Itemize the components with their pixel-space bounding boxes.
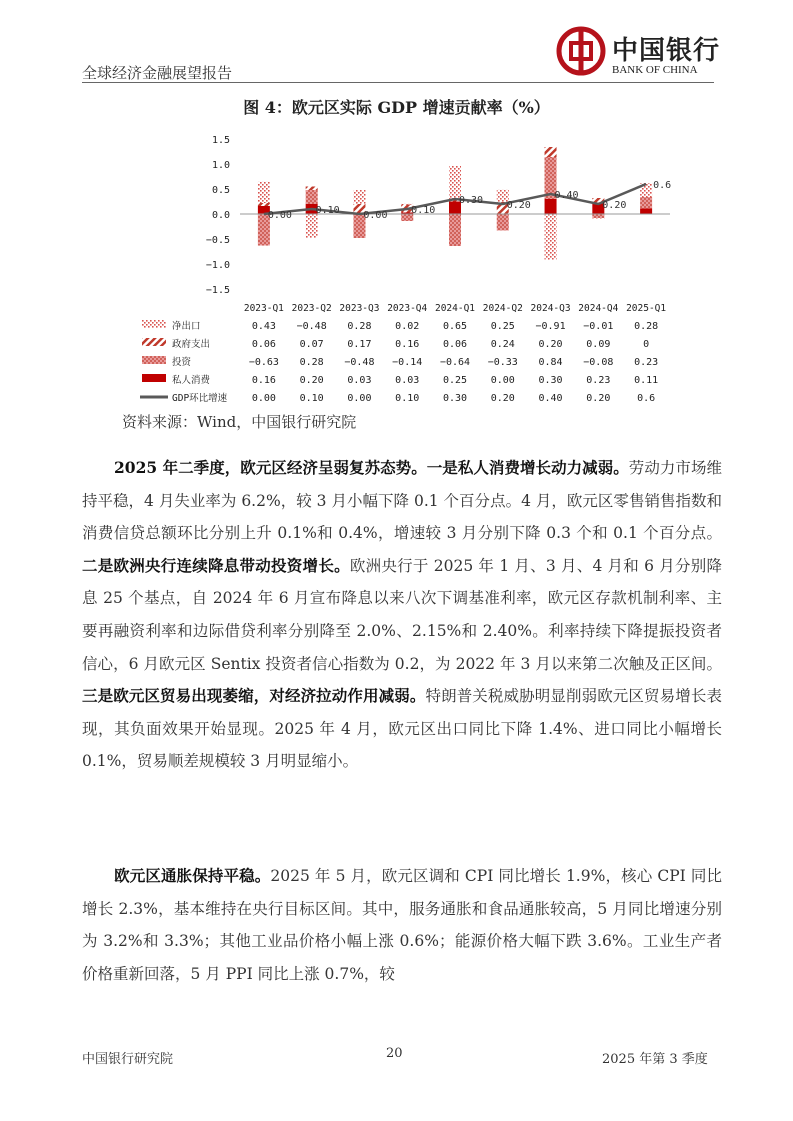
report-title: 全球经济金融展望报告 xyxy=(82,64,233,82)
gdp-data-label: 0.10 xyxy=(411,205,436,216)
x-category-label: 2024-Q1 xyxy=(434,303,476,314)
table-cell: 0.25 xyxy=(490,321,515,332)
table-cell: 0.6 xyxy=(637,393,656,403)
x-category-label: 2023-Q3 xyxy=(339,303,380,314)
bar-segment xyxy=(449,214,461,246)
growth-trade-text: 特朗普关税威胁明显削弱欧元区贸易增长表现，其负面效果开始显现。2025 年 4 月，欧元区出口同比下降 1.4%、进口同比小幅增长 0.1%，贸易顺差规模较 3 月明显缩小。 xyxy=(82,687,722,771)
bar-segment xyxy=(545,199,557,214)
table-cell: 0.17 xyxy=(347,339,372,350)
bar-segment xyxy=(258,182,270,204)
table-cell: 0.43 xyxy=(251,321,276,332)
inflation-lead-sentence: 欧元区通胀保持平稳。 xyxy=(114,866,271,885)
y-tick-label: 0.0 xyxy=(211,210,230,221)
table-cell: −0.63 xyxy=(248,357,279,368)
y-tick-label: 0.5 xyxy=(211,185,230,196)
y-tick-label: 1.5 xyxy=(211,135,230,146)
table-cell: 0.28 xyxy=(299,357,324,368)
legend-swatch xyxy=(142,356,166,364)
gdp-data-label: 0.00 xyxy=(267,210,292,221)
x-category-label: 2023-Q2 xyxy=(291,303,332,314)
legend-label: 私人消费 xyxy=(172,375,211,386)
legend-swatch xyxy=(142,374,166,382)
growth-trade-heading: 三是欧元区贸易出现萎缩，对经济拉动作用减弱。 xyxy=(82,686,426,706)
table-cell: −0.64 xyxy=(439,357,471,368)
x-category-label: 2025-Q1 xyxy=(626,303,667,314)
gdp-data-label: 0.30 xyxy=(458,195,484,206)
table-cell: 0.02 xyxy=(395,321,420,332)
growth-investment-heading: 二是欧洲央行连续降息带动投资增长。 xyxy=(82,555,350,575)
figure-title: 图 4：欧元区实际 GDP 增速贡献率（%） xyxy=(243,98,550,117)
bar-segment xyxy=(306,187,318,191)
x-category-label: 2024-Q2 xyxy=(482,303,523,314)
x-category-label: 2023-Q1 xyxy=(243,303,284,314)
bar-segment xyxy=(449,166,461,199)
table-cell: 0.00 xyxy=(490,375,515,386)
table-cell: −0.08 xyxy=(583,357,614,368)
table-cell: 0.03 xyxy=(347,375,372,386)
x-category-label: 2024-Q3 xyxy=(530,303,571,314)
table-cell: 0.11 xyxy=(634,375,659,386)
bank-emblem-icon xyxy=(556,26,606,76)
bar-segment xyxy=(592,214,604,218)
y-tick-label: −1.0 xyxy=(205,260,230,271)
table-cell: 0 xyxy=(643,339,650,350)
table-cell: −0.14 xyxy=(392,357,423,368)
growth-lead-sentence: 2025 年二季度，欧元区经济呈弱复苏态势。一是私人消费增长动力减弱。 xyxy=(114,458,629,477)
bar-segment xyxy=(306,190,318,204)
logo-english-name: BANK OF CHINA xyxy=(612,64,698,76)
page-number: 20 xyxy=(386,1046,403,1061)
table-cell: 0.07 xyxy=(299,339,324,350)
table-cell: −0.91 xyxy=(535,321,566,332)
table-cell: 0.10 xyxy=(299,393,324,403)
table-cell: 0.28 xyxy=(634,321,659,332)
footer-org: 中国银行研究院 xyxy=(82,1052,174,1067)
gdp-data-label: 0.20 xyxy=(506,200,531,211)
bar-segment xyxy=(545,214,557,260)
table-cell: 0.00 xyxy=(251,393,276,403)
table-cell: 0.23 xyxy=(586,375,611,386)
table-cell: 0.16 xyxy=(395,339,420,350)
table-cell: 0.06 xyxy=(251,339,276,350)
y-tick-label: −0.5 xyxy=(205,235,230,246)
table-cell: 0.10 xyxy=(395,393,420,403)
gdp-data-label: 0.20 xyxy=(602,200,627,211)
table-cell: 0.09 xyxy=(586,339,611,350)
legend-swatch xyxy=(142,338,166,346)
table-cell: 0.84 xyxy=(538,357,563,368)
bar-segment xyxy=(258,203,270,206)
gdp-contribution-chart xyxy=(130,128,690,403)
table-cell: 0.40 xyxy=(538,393,563,403)
bar-segment xyxy=(640,209,652,215)
legend-swatch xyxy=(142,320,166,328)
table-cell: 0.25 xyxy=(442,375,468,386)
table-cell: 0.28 xyxy=(347,321,372,332)
table-cell: 0.30 xyxy=(442,393,468,403)
table-cell: 0.20 xyxy=(490,393,515,403)
bar-segment xyxy=(353,190,365,204)
logo-chinese-name: 中国银行 xyxy=(612,36,721,66)
bar-segment xyxy=(306,214,318,238)
table-cell: 0.03 xyxy=(395,375,420,386)
table-cell: −0.48 xyxy=(296,321,327,332)
table-cell: −0.48 xyxy=(344,357,375,368)
legend-label: 政府支出 xyxy=(172,339,211,350)
paragraph-inflation xyxy=(82,860,722,990)
y-tick-label: 1.0 xyxy=(211,160,230,171)
x-category-label: 2023-Q4 xyxy=(387,303,428,314)
gdp-data-label: 0.10 xyxy=(315,205,340,216)
table-cell: 0.20 xyxy=(538,339,563,350)
x-category-label: 2024-Q4 xyxy=(578,303,619,314)
inflation-text: 2025 年 5 月，欧元区调和 CPI 同比增长 1.9%，核心 CPI 同比增长 2.3%，基本维持在央行目标区间。其中，服务通胀和食品通胀较高，5 月同比增速分别为 3.2%和 3.3%；其他工业品价格小幅上涨 0.6%；能源价格大幅下跌 3.6%。工业生产者价格重新回落，5 月 PPI 同比上涨 0.7%，较 xyxy=(82,867,722,983)
legend-label: GDP环比增速 xyxy=(172,393,228,403)
paragraph-growth xyxy=(82,452,722,778)
table-cell: −0.33 xyxy=(487,357,518,368)
figure-source: 资料来源：Wind，中国银行研究院 xyxy=(122,413,357,431)
y-tick-label: −1.5 xyxy=(205,285,230,296)
legend-label: 净出口 xyxy=(172,321,201,332)
growth-investment-text: 欧洲央行于 2025 年 1 月、3 月、4 月和 6 月分别降息 25 个基点，自 2024 年 6 月宣布降息以来八次下调基准利率，欧元区存款机制利率、主要再融资利率和边际借贷利率分别降至 2.0%、2.15%和 2.40%。利率持续下降提振投资者信心，6 月欧元区 Sentix 投资者信心指数为 0.2，为 2022 年 3 月以来第二次触及正区间。 xyxy=(82,556,722,673)
table-cell: 0.00 xyxy=(347,393,372,403)
legend-label: 投资 xyxy=(172,357,192,368)
bar-segment xyxy=(592,218,604,219)
table-cell: 0.30 xyxy=(538,375,563,386)
table-cell: 0.20 xyxy=(299,375,324,386)
bar-segment xyxy=(497,214,509,231)
header-divider xyxy=(82,82,714,83)
gdp-data-label: 0.00 xyxy=(363,210,388,221)
table-cell: 0.06 xyxy=(442,339,468,350)
table-cell: 0.24 xyxy=(490,339,515,350)
table-cell: 0.16 xyxy=(251,375,276,386)
gdp-data-label: 0.6 xyxy=(653,180,672,191)
growth-consumption-text: 劳动力市场维持平稳，4 月失业率为 6.2%，较 3 月小幅下降 0.1 个百分点。4 月，欧元区零售销售指数和消费信贷总额环比分别上升 0.1%和 0.4%，增速较 3 月分别下降 0.3 个和 0.1 个百分点。 xyxy=(82,459,722,543)
footer-period: 2025 年第 3 季度 xyxy=(602,1052,708,1067)
bar-segment xyxy=(640,197,652,209)
gdp-data-label: 0.40 xyxy=(554,190,579,201)
table-cell: 0.20 xyxy=(586,393,611,403)
table-cell: 0.65 xyxy=(442,321,468,332)
bank-logo xyxy=(556,26,721,80)
table-cell: −0.01 xyxy=(583,321,614,332)
bar-segment xyxy=(545,147,557,157)
table-cell: 0.23 xyxy=(634,357,659,368)
